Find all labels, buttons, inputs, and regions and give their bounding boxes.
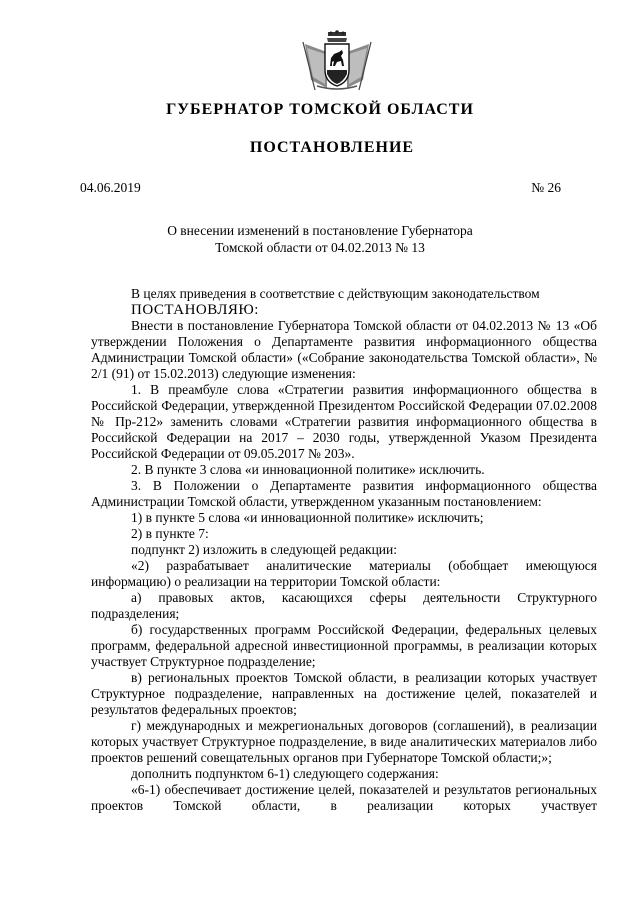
item-3-paragraph: 3. В Положении о Департаменте развития информационного общества Администрации Томской области, утвержденном указанным постановлением: (91, 478, 597, 509)
document-number: № 26 (531, 180, 561, 195)
subject-line-2: Томской области от 04.02.2013 № 13 (215, 240, 425, 255)
subitem-2-intro: подпункт 2) изложить в следующей редакции: (131, 542, 398, 557)
quote-subitem-2: «2) разрабатывает аналитические материалы (обобщает имеющуюся информацию) о реализации на территории Томской области: (91, 558, 597, 589)
clause-a: а) правовых актов, касающихся сферы деятельности Структурного подразделения; (91, 590, 597, 621)
intro-paragraph: Внести в постановление Губернатора Томской области от 04.02.2013 № 13 «Об утверждении Положения о Департаменте развития информационного общества Администрации Томской области» («Собрание законодательства Томской области», № 2/1 (91) от 15.02.2013) следующие изменения: (91, 318, 597, 381)
addition-paragraph: дополнить подпунктом 6-1) следующего содержания: (131, 766, 439, 781)
document-body (91, 286, 597, 814)
document-type-title: ПОСТАНОВЛЕНИЕ (249, 139, 415, 156)
item-2-paragraph: 2. В пункте 3 слова «и инновационной политике» исключить. (131, 462, 485, 477)
organization-title: ГУБЕРНАТОР ТОМСКОЙ ОБЛАСТИ (166, 101, 474, 118)
clause-b: б) государственных программ Российской Федерации, федеральных целевых программ, федеральной адресной инвестиционной программы, в реализации которых участвует Структурное подразделение; (91, 622, 597, 669)
document-date: 04.06.2019 (80, 180, 141, 195)
subitem-1-paragraph: 1) в пункте 5 слова «и инновационной политике» исключить; (131, 510, 484, 525)
preamble-paragraph: В целях приведения в соответствие с действующим законодательством (131, 286, 540, 301)
subitem-2-paragraph: 2) в пункте 7: (131, 526, 209, 541)
document-subject (0, 222, 640, 256)
subject-line-1: О внесении изменений в постановление Губернатора (167, 223, 473, 238)
item-1-paragraph: 1. В преамбуле слова «Стратегии развития информационного общества в Российской Федерации, утвержденной Президентом Российской Федерации 07.02.2008 № Пр-212» заменить словами «Стратегии развития информационного общества в Российской Федерации на 2017 – 2030 годы, утвержденной Указом Президента Российской Федерации от 09.05.2017 № 203». (91, 382, 597, 461)
clause-v: в) региональных проектов Томской области, в реализации которых участвует Структурное подразделение, направленных на достижение целей, показателей и результатов федеральных проектов; (91, 670, 597, 717)
decree-word: ПОСТАНОВЛЯЮ: (131, 302, 259, 318)
coat-of-arms-icon (297, 30, 377, 92)
clause-g: г) международных и межрегиональных договоров (соглашений), в реализации которых участвует Структурное подразделение, в виде аналитических материалов либо проектов решений совещательных органов при Губернаторе Томской области;»; (91, 718, 597, 765)
quote-subitem-6-1: «6-1) обеспечивает достижение целей, показателей и результатов региональных проектов Томской области, в реализации которых участвует (91, 782, 597, 813)
